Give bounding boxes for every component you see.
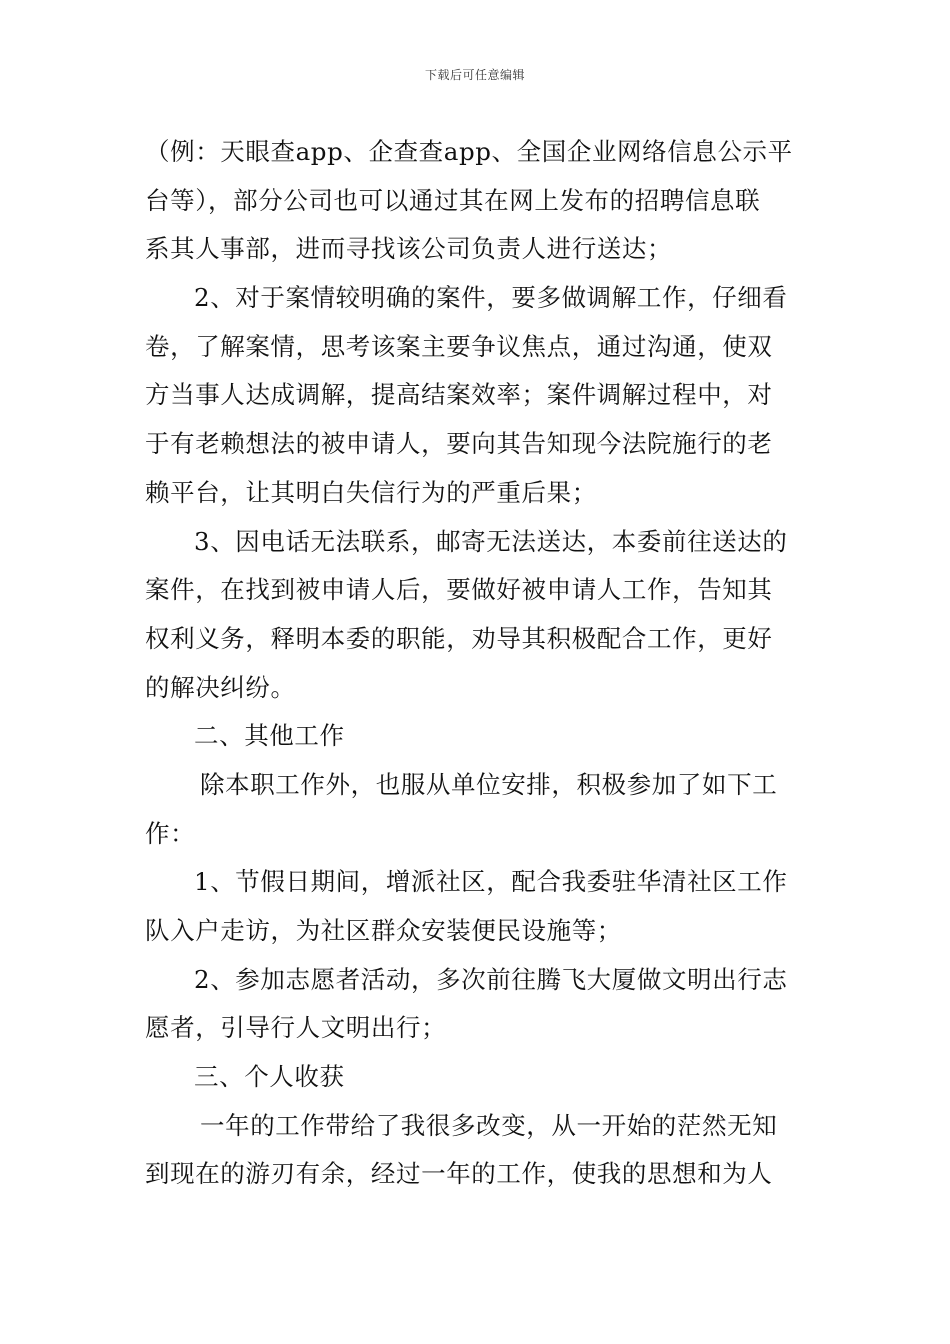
text-line: 一年的工作带给了我很多改变，从一开始的茫然无知 xyxy=(200,1110,778,1140)
document-body xyxy=(145,128,805,1199)
section-heading: 二、其他工作 xyxy=(194,721,345,751)
text-line: 1、节假日期间，增派社区，配合我委驻华清社区工作 xyxy=(194,867,788,897)
text-line: 方当事人达成调解，提高结案效率；案件调解过程中，对 xyxy=(145,380,773,410)
text-line: 系其人事部，进而寻找该公司负责人进行送达； xyxy=(145,234,673,264)
text-line: 台等），部分公司也可以通过其在网上发布的招聘信息联 xyxy=(145,185,761,215)
text-line: 卷，了解案情，思考该案主要争议焦点，通过沟通，使双 xyxy=(145,331,773,361)
text-line: 到现在的游刃有余，经过一年的工作，使我的思想和为人 xyxy=(145,1159,773,1189)
text-line: 赖平台，让其明白失信行为的严重后果； xyxy=(145,477,597,507)
text-line: 的解决纠纷。 xyxy=(145,672,296,702)
page-header: 下载后可任意编辑 xyxy=(424,68,525,82)
text-line: 3、因电话无法联系，邮寄无法送达，本委前往送达的 xyxy=(194,526,788,556)
text-line: 除本职工作外，也服从单位安排，积极参加了如下工 xyxy=(200,769,778,799)
text-line: 2、参加志愿者活动，多次前往腾飞大厦做文明出行志 xyxy=(194,964,788,994)
text-line: 权利义务，释明本委的职能，劝导其积极配合工作，更好 xyxy=(145,623,773,653)
text-line: 2、对于案情较明确的案件，要多做调解工作，仔细看 xyxy=(194,283,788,313)
text-line: 队入户走访，为社区群众安装便民设施等； xyxy=(145,916,622,945)
text-line: 于有老赖想法的被申请人，要向其告知现今法院施行的老 xyxy=(145,429,773,459)
text-line: 愿者，引导行人文明出行； xyxy=(145,1013,447,1043)
text-line: （例：天眼查app、企查查app、全国企业网络信息公示平 xyxy=(145,137,793,166)
text-line: 案件，在找到被申请人后，要做好被申请人工作，告知其 xyxy=(145,575,773,605)
section-heading: 三、个人收获 xyxy=(194,1062,345,1092)
text-line: 作： xyxy=(145,818,196,848)
